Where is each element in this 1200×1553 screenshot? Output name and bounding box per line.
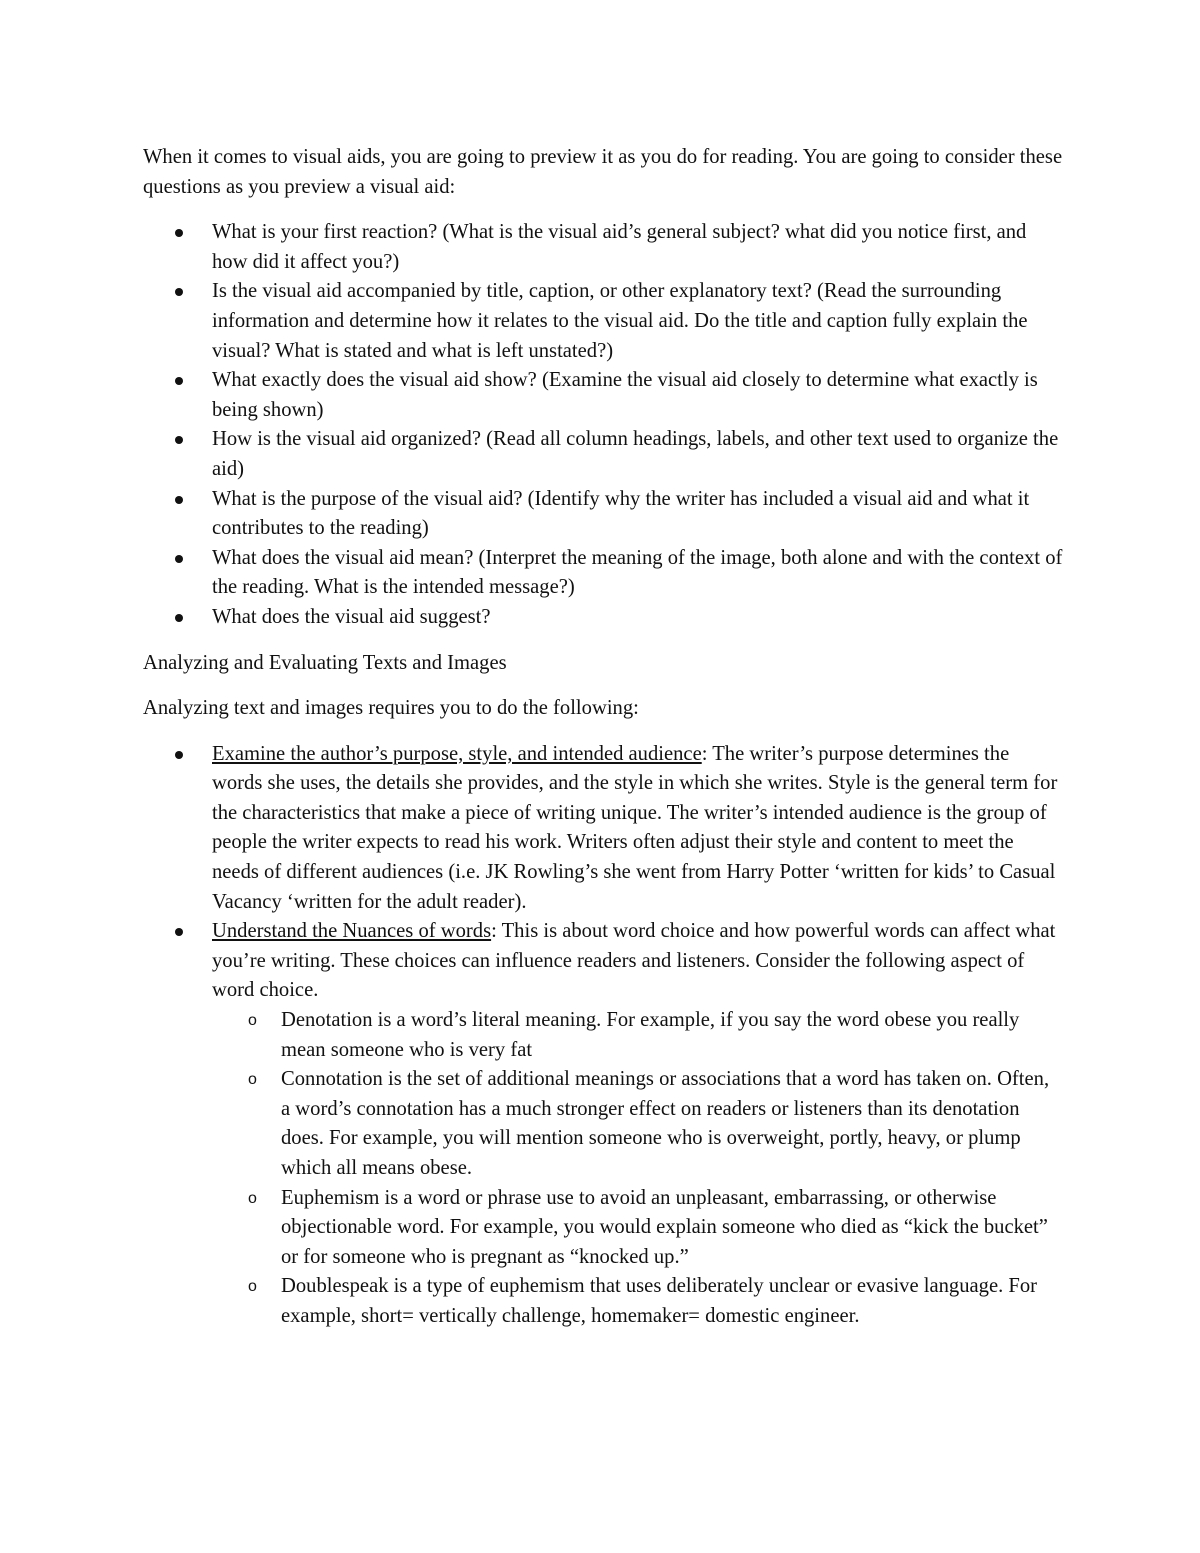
bullet-icon <box>175 377 183 385</box>
sub-list-item <box>211 1184 1063 1273</box>
section-lead: Analyzing text and images requires you to do the following: <box>143 697 639 720</box>
analysis-list <box>143 740 1063 1332</box>
word-choice-sublist <box>212 1006 1063 1332</box>
sub-list-item <box>211 1272 1063 1331</box>
list-item <box>143 366 1063 425</box>
sub-list-item <box>211 1006 1063 1065</box>
circle-bullet-icon: o <box>248 1071 257 1089</box>
bullet-icon <box>175 555 183 563</box>
bullet-icon <box>175 229 183 237</box>
list-item <box>143 218 1063 277</box>
list-item <box>143 603 1063 633</box>
question-text: How is the visual aid organized? (Read all column headings, labels, and other text used to organize the aid) <box>212 428 1059 480</box>
question-text: What is the purpose of the visual aid? (Identify why the writer has included a visual aid and what it contributes to the reading) <box>212 487 1030 540</box>
bullet-icon <box>175 436 183 444</box>
analysis-text: : The writer’s purpose determines the words she uses, the details she provides, and the style in which she writes. Style is the general term for the characteristics that make a piece of writing unique. The writer’s intended audience is the group of people the writer expects to read his work. Writers often adjust their style and content to meet the needs of different audiences (i.e. JK Rowling’s she went from Harry Potter ‘written for kids’ to Casual Vacancy ‘written for the adult reader). <box>212 742 1058 913</box>
question-text: What does the visual aid mean? (Interpret the meaning of the image, both alone and with the context of the reading. What is the intended message?) <box>212 546 1063 599</box>
question-text: What does the visual aid suggest? <box>212 605 491 628</box>
circle-bullet-icon: o <box>248 1012 257 1030</box>
section-heading: Analyzing and Evaluating Texts and Images <box>143 651 507 674</box>
list-item <box>143 277 1063 366</box>
bullet-icon <box>175 288 183 296</box>
analysis-text: : This is about word choice and how powerful words can affect what you’re writing. These choices can influence readers and listeners. Consider the following aspect of word choice. <box>212 920 1056 1002</box>
list-item <box>143 740 1063 918</box>
sub-item-text: Euphemism is a word or phrase use to avoid an unpleasant, embarrassing, or otherwise objectionable word. For example, you would explain someone who died as “kick the bucket” or for someone who is pregnant as “knocked up.” <box>281 1186 1048 1268</box>
bullet-icon <box>175 496 183 504</box>
analysis-term: Understand the Nuances of words <box>212 920 492 943</box>
bullet-icon <box>175 751 183 759</box>
list-item <box>143 425 1063 484</box>
list-item <box>143 485 1063 544</box>
sub-list-item <box>211 1065 1063 1183</box>
intro-paragraph: When it comes to visual aids, you are going to preview it as you do for reading. You are going to consider these questions as you preview a visual aid: <box>143 146 1063 198</box>
circle-bullet-icon: o <box>248 1278 257 1296</box>
question-text: What is your first reaction? (What is the visual aid’s general subject? what did you notice first, and how did it affect you?) <box>212 221 1027 273</box>
sub-item-text: Connotation is the set of additional meanings or associations that a word has taken on. Often, a word’s connotation has a much stronger effect on readers or listeners than its denotation does. For example, you will mention someone who is overweight, portly, heavy, or plump which all means obese. <box>281 1068 1050 1179</box>
sub-item-text: Denotation is a word’s literal meaning. For example, if you say the word obese you really mean someone who is very fat <box>281 1009 1020 1061</box>
preview-questions-list <box>143 218 1063 632</box>
circle-bullet-icon: o <box>248 1189 257 1207</box>
bullet-icon <box>175 928 183 936</box>
document-page <box>143 143 1063 1348</box>
analysis-term: Examine the author’s purpose, style, and intended audience <box>212 742 702 765</box>
question-text: Is the visual aid accompanied by title, caption, or other explanatory text? (Read the surrounding information and determine how it relates to the visual aid. Do the title and caption fully explain the visual? What is stated and what is left unstated?) <box>212 280 1028 362</box>
bullet-icon <box>175 614 183 622</box>
list-item <box>143 544 1063 603</box>
sub-item-text: Doublespeak is a type of euphemism that uses deliberately unclear or evasive language. For example, short= vertically challenge, homemaker= domestic engineer. <box>281 1275 1038 1327</box>
list-item <box>143 917 1063 1331</box>
question-text: What exactly does the visual aid show? (Examine the visual aid closely to determine what exactly is being shown) <box>212 369 1038 421</box>
